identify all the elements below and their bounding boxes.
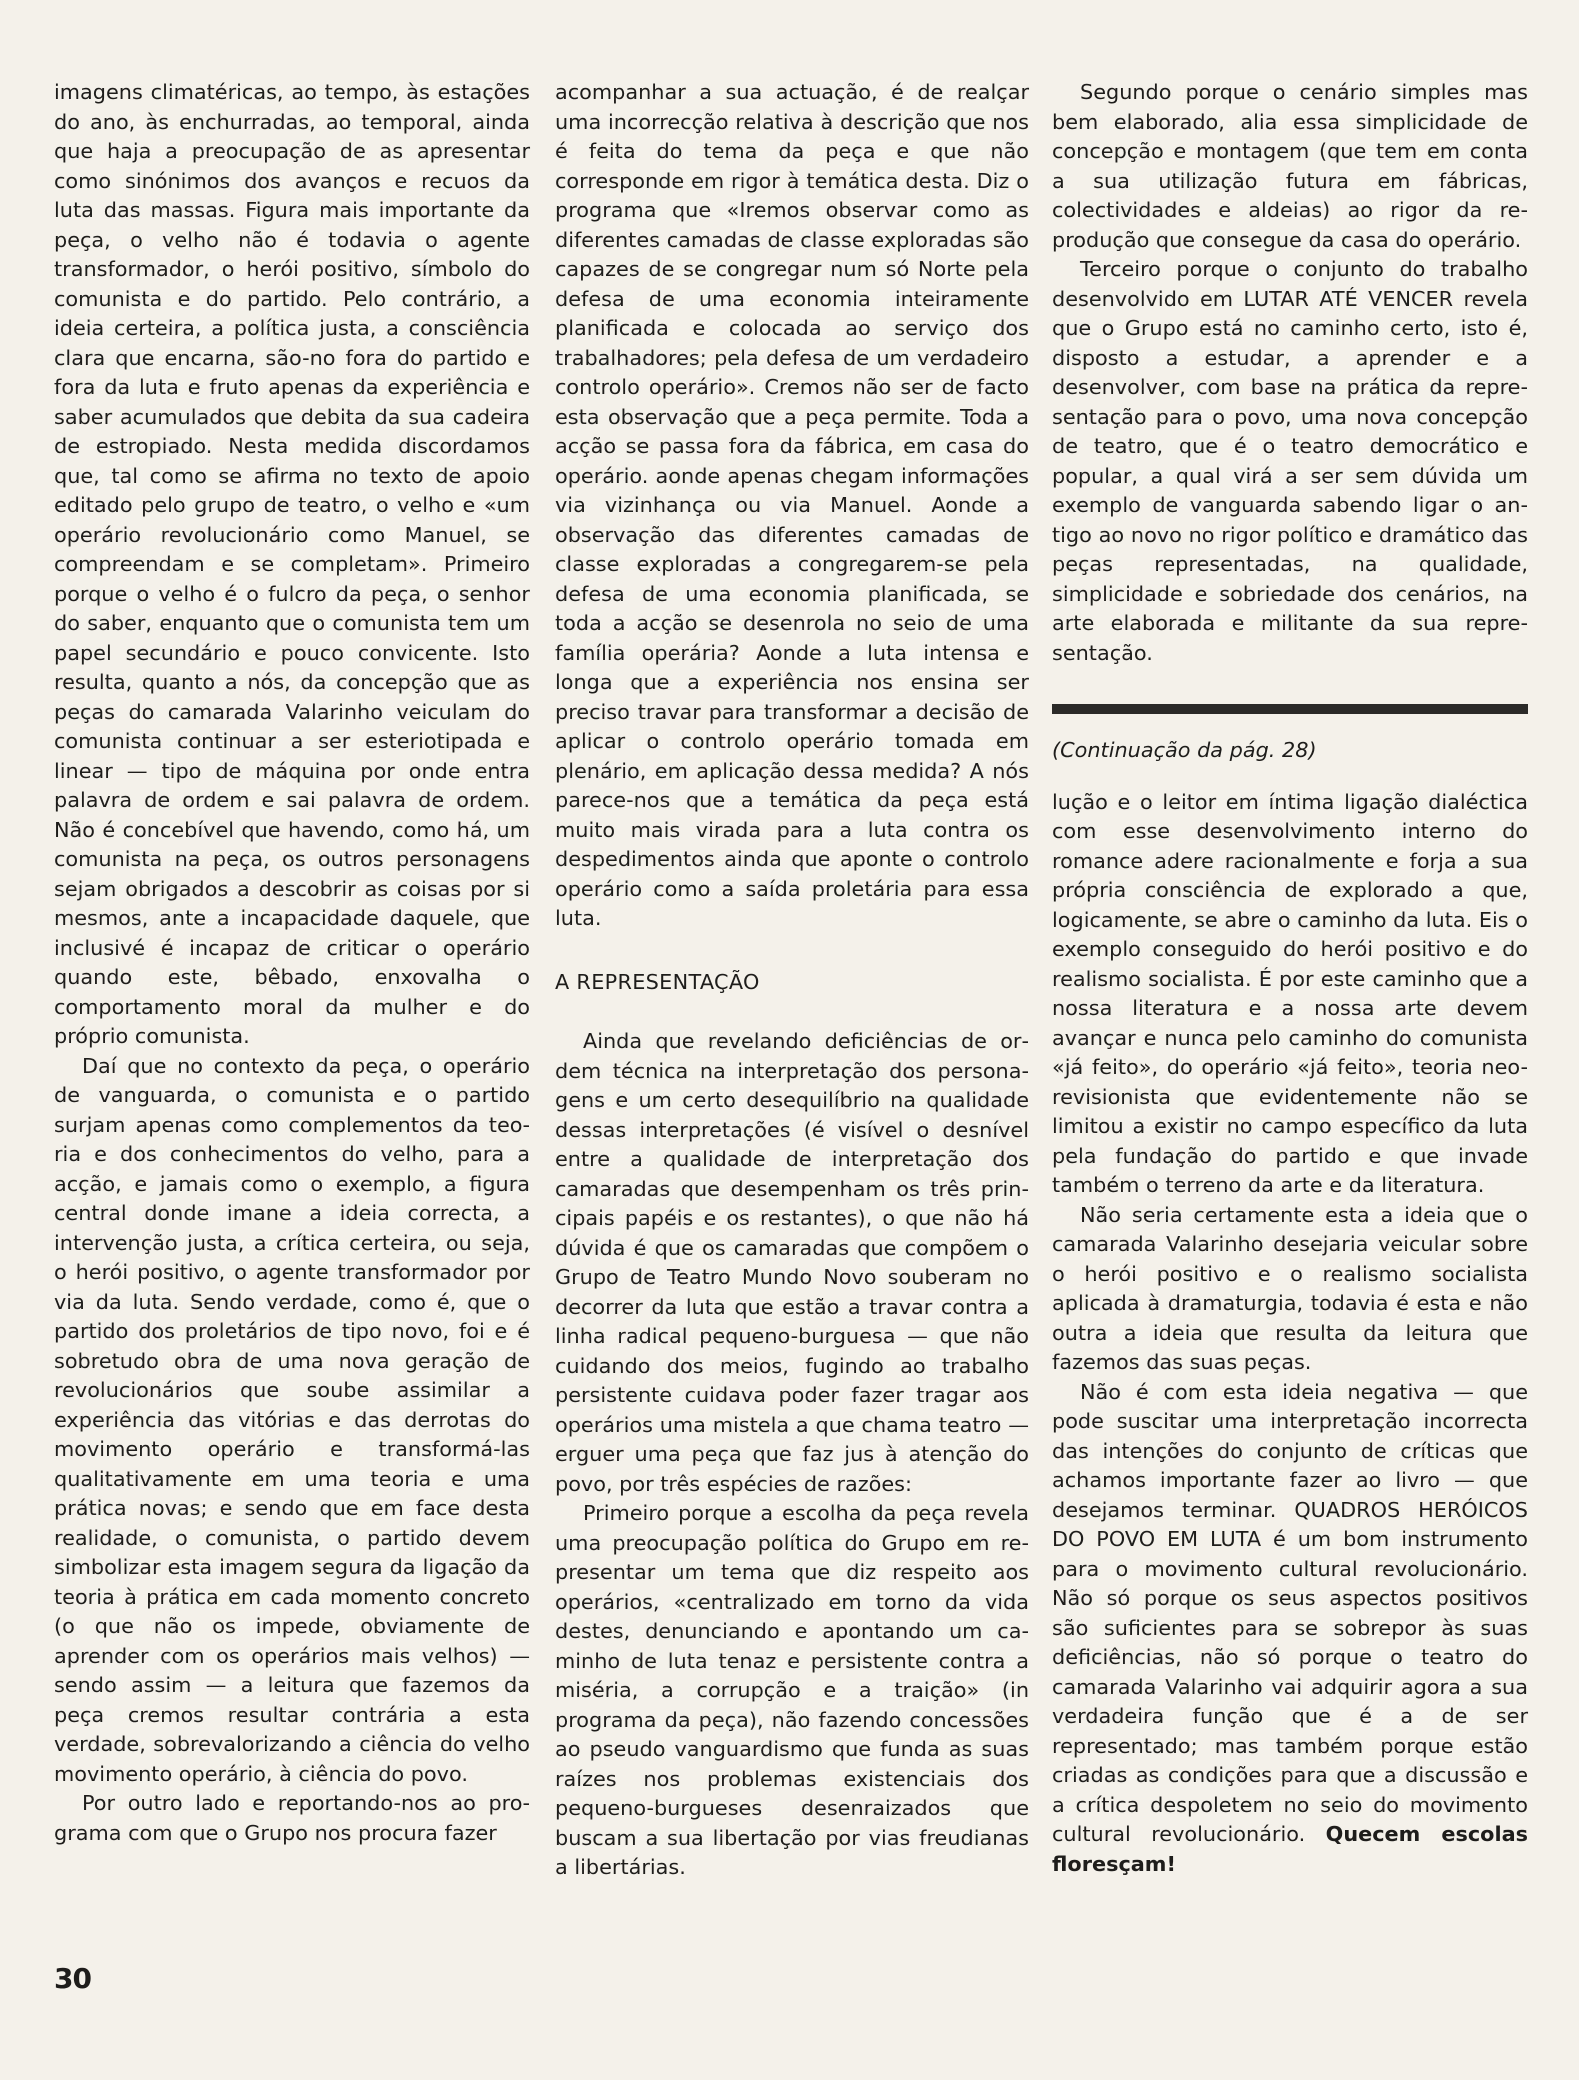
closing-paragraph-text: Não é com esta ideia negativa — que pode suscitar uma interpretação incorrecta das intenções do conjunto de críticas que achamos importante fazer ao livro — que desejamos terminar. QUADROS HERÓICOS DO POVO EM LUTA é um bom instrumento para o movimento cultural revolucionário. Não só porque os seus aspectos positivos são suficientes para se sobrepor às suas deficiências, não só porque o teatro do camarada Valarinho vai adquirir agora a sua verdadeira função que é a de ser representado; mas também porque estão criadas as condições para que a discussão e a crítica despoletem no seio do movimento cultural revolucionário. <box>1052 1379 1528 1846</box>
paragraph: Primeiro porque a escolha da peça revela uma preocupação política do Grupo em representar um tema que diz respeito aos operários, «centralizado em torno da vida destes, denunciando e apontando um caminho de luta tenaz e persistente contra a miséria, a corrupção e a traição» (in programa da peça), não fazendo concessões ao pseudo vanguardismo que funda as suas raízes nos problemas existenciais dos pequeno-burgueses desenraizados que buscam a sua libertação por vias freudianas a libertárias. <box>555 1501 1029 1879</box>
paragraph: Daí que no contexto da peça, o operário de vanguarda, o comunista e o partido surjam apenas como complementos da teoria e dos conhecimentos do velho, para a acção, e jamais como o exemplo, a figura central donde imane a ideia correcta, a intervenção justa, a crítica certeira, ou seja, o herói positivo, o agente transformador por via da luta. Sendo verdade, como é, que o partido dos proletários de tipo novo, foi e é sobretudo obra de uma nova geração de revolucionários que soube assimilar a experiência das vitórias e das derrotas do movimento operário e transformá-las qualitativamente em uma teoria e uma prática novas; e sendo que em face desta realidade, o comunista, o partido devem simbolizar esta imagem segura da ligação da teoria à prática em cada momento concreto (o que não os impede, obviamente de aprender com os operários mais velhos) — sendo assim — a leitura que fazemos da peça cremos resultar contrária a esta verdade, sobrevalorizando a ciência do velho movimento operário, à ciência do povo. <box>54 1053 530 1786</box>
paragraph: acompanhar a sua actuação, é de realçar uma incorrecção relativa à descrição que nos é feita do tema da peça e que não corresponde em rigor à temática desta. Diz o programa que «Iremos observar como as diferentes camadas de classe exploradas são capazes de se congregar num só Norte pela defesa de uma economia inteiramente planificada e colocada ao serviço dos trabalhadores; pela defesa de um verdadeiro controlo operário». Cremos não ser de facto esta observação que a peça permite. Toda a acção se passa fora da fábrica, em casa do operário. aonde apenas chegam informações via vizinhança ou via Manuel. Aonde a observação das diferentes camadas de classe exploradas a congregarem-se pela defesa de uma economia planificada, se toda a acção se desenrola no seio de uma família operária? Aonde a luta intensa e longa que a experiência nos ensina ser preciso travar para transformar a decisão de aplicar o controlo operário tomada em plenário, em aplicação dessa medida? A nós parece-nos que a temática da peça está muito mais virada para a luta contra os despedimentos ainda que aponte o controlo operário como a saída proletária para essa luta. <box>555 80 1029 930</box>
paragraph: Ainda que revelando deficiências de ordem técnica na interpretação dos personagens e um certo desequilíbrio na qualidade dessas interpretações (é visível o desnível entre a qualidade de interpretação dos camaradas que desempenham os três principais papéis e os restantes), o que não há dúvida é que os camaradas que compõem o Grupo de Teatro Mundo Novo souberam no decorrer da luta que estão a travar contra a linha radical pequeno-burguesa — que não cuidando dos meios, fugindo ao trabalho persistente cuidava poder fazer tragar aos operários uma mistela a que chama teatro — erguer uma peça que faz jus à atenção do povo, por três espécies de razões: <box>555 1029 1029 1496</box>
paragraph: Não seria certamente esta a ideia que o camarada Valarinho desejaria veicular sobre o herói positivo e o realismo socialista aplicada à dramaturgia, todavia é esta e não outra a ideia que resulta da leitura que fazemos das suas peças. <box>1052 1202 1528 1374</box>
continuation-note: (Continuação da pág. 28) <box>1052 738 1317 762</box>
closing-slogan: Quecem escolas floresçam! <box>1052 1822 1528 1876</box>
column-3 <box>1052 78 1528 1879</box>
divider-rule <box>1052 704 1528 714</box>
paragraph: Terceiro porque o conjunto do trabalho desenvolvido em LUTAR ATÉ VENCER revela que o Grupo está no caminho certo, isto é, disposto a estudar, a aprender e a desenvolver, com base na prática da representação para o povo, uma nova concepção de teatro, que é o teatro democrático e popular, a qual virá a ser sem dúvida um exemplo de vanguarda sabendo ligar o antigo ao novo no rigor político e dramático das peças representadas, na qualidade, simplicidade e sobriedade dos cenários, na arte elaborada e militante da sua representação. <box>1052 257 1528 665</box>
page-number: 30 <box>54 1962 91 1995</box>
column-1 <box>54 78 530 1848</box>
paragraph <box>1052 1378 1528 1880</box>
paragraph: Segundo porque o cenário simples mas bem elaborado, alia essa simplicidade de concepção e montagem (que tem em conta a sua utilização futura em fábricas, colectividades e aldeias) ao rigor da reprodução que consegue da casa do operário. <box>1052 80 1528 252</box>
section-heading: A REPRESENTAÇÃO <box>555 969 760 994</box>
paragraph: Por outro lado e reportando-nos ao programa com que o Grupo nos procura fazer <box>54 1791 530 1845</box>
paragraph: imagens climatéricas, ao tempo, às estações do ano, às enchurradas, ao temporal, ainda que haja a preocupação de as apresentar como sinónimos dos avanços e recuos da luta das massas. Figura mais importante da peça, o velho não é todavia o agente transformador, o herói positivo, símbolo do comunista e do partido. Pelo contrário, a ideia certeira, a política justa, a consciência clara que encarna, são-no fora do partido e fora da luta e fruto apenas da experiência e saber acumulados que debita da sua cadeira de estropiado. Nesta medida discordamos que, tal como se afirma no texto de apoio editado pelo grupo de teatro, o velho e «um operário revolucionário como Manuel, se compreendam e se completam». Primeiro porque o velho é o fulcro da peça, o senhor do saber, enquanto que o comunista tem um papel secundário e pouco convicente. Isto resulta, quanto a nós, da concepção que as peças do camarada Valarinho veiculam do comunista continuar a ser esteriotipada e linear — tipo de máquina por onde entra palavra de ordem e sai palavra de ordem. Não é concebível que havendo, como há, um comunista na peça, os outros personagens sejam obrigados a descobrir as coisas por si mesmos, ante a incapacidade daquele, que inclusivé é incapaz de criticar o operário quando este, bêbado, enxovalha o comportamento moral da mulher e do próprio comunista. <box>54 80 530 1048</box>
column-2 <box>555 78 1029 1883</box>
paragraph: lução e o leitor em íntima ligação dialéctica com esse desenvolvimento interno do romance adere racionalmente e forja a sua própria consciência de explorado a que, logicamente, se abre o caminho da luta. Eis o exemplo conseguido do herói positivo e do realismo socialista. É por este caminho que a nossa literatura e a nossa arte devem avançar e nunca pelo caminho do comunista «já feito», do operário «já feito», teoria neo-revisionista que evidentemente não se limitou a existir no campo específico da luta pela fundação do partido e que invade também o terreno da arte e da literatura. <box>1052 789 1528 1197</box>
